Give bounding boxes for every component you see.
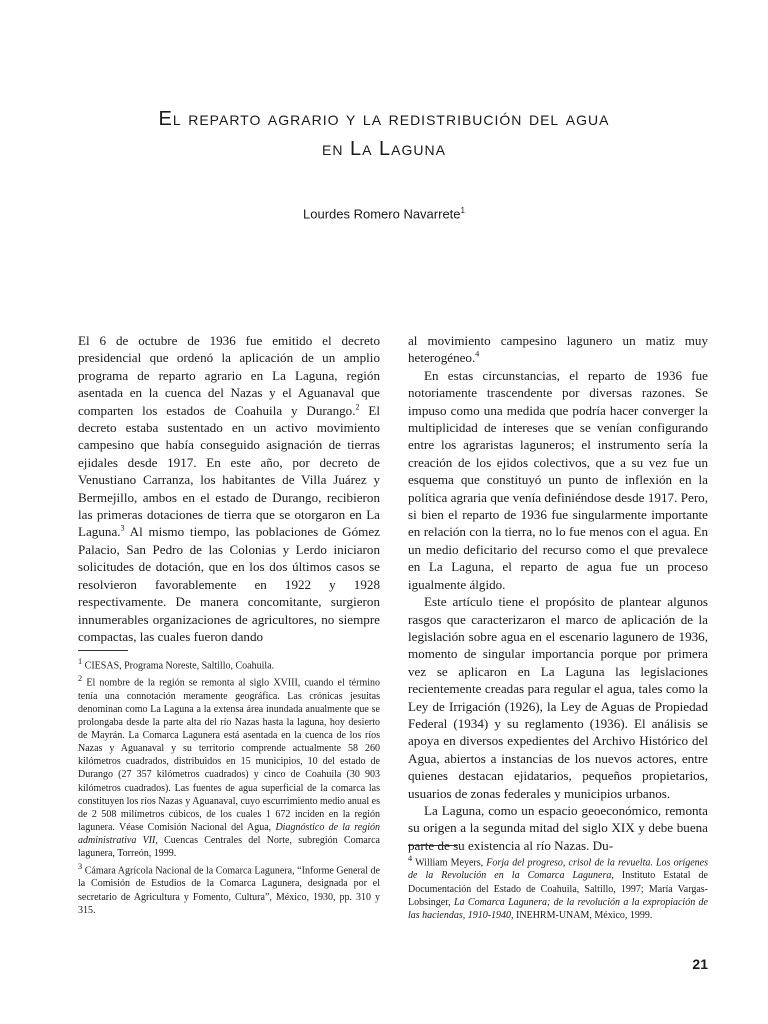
author-byline <box>0 206 768 221</box>
footnote-number: 2 <box>78 674 83 684</box>
paragraph <box>78 332 380 645</box>
footnote-title: Diagnóstico de la región administrativa VII, <box>78 821 380 846</box>
footnote <box>78 655 380 672</box>
author-name: Lourdes Romero Navarrete <box>303 206 461 222</box>
author-footnote-ref: 1 <box>460 206 465 215</box>
footnotes-left <box>78 655 380 917</box>
title-line-1: El reparto agrario y la redistribución del agua <box>158 108 610 130</box>
footnote-text: INEHRM-UNAM, México, 1999. <box>513 909 653 921</box>
footnote <box>78 672 380 860</box>
body-column-right <box>408 332 708 854</box>
article-title <box>0 104 768 164</box>
footnote <box>408 852 708 922</box>
title-line-2: en La Laguna <box>322 138 446 160</box>
text-span: El decreto estaba sustentado en un activo movimiento campesino que había conseguido asignación de tierras ejidales desde 1917. En este año, por decreto de Venustiano Carranza, los habitantes de Villa Juárez y Bermejillo, ambos en el estado de Durango, recibieron las primeras dotaciones de tierra que se otorgaron en La Laguna. <box>78 402 380 540</box>
footnote-number: 1 <box>78 657 83 666</box>
footnotes-right <box>408 852 708 922</box>
text-span: El 6 de octubre de 1936 fue emitido el decreto presidencial que ordenó la aplicación de un amplio programa de reparto agrario en La Laguna, región asentada en la cuenca del Nazas y el Aguanaval que comparten los estados de Coahuila y Durango. <box>78 333 380 418</box>
footnote-text: El nombre de la región se remonta al siglo XVIII, cuando el término tenía una connotación meramente geográfica. Las crónicas jesuitas denominan como La Laguna a la extensa área inundada anualmente que se prolongaba desde la parte alta del río Nazas hasta la laguna, hoy desierto de Mayrán. La Comarca Lagunera está asentada en la cuenca de los ríos Nazas y Aguanaval y su territorio comprende actualmente 58 260 kilómetros cuadrados, distribuidos en 15 municipios, 10 del estado de Durango (27 357 kilómetros cuadrados) y cinco de Coahuila (30 903 kilómetros cuadrados). Las fuentes de agua superficial de la comarca las constituyen los ríos Nazas y Aguanaval, cuyo escurrimiento medio anual es de 2 508 milímetros cúbicos, de los cuales 1 672 inciden en la región lagunera. Véase Comisión Nacional del Agua, <box>78 677 381 833</box>
paragraph: La Laguna, como un espacio geoeconómico, remonta su origen a la segunda mitad del siglo XIX y debe buena parte de su existencia al río Nazas. Du- <box>408 802 708 853</box>
footnote-text: Instituto Estatal de Documentación del Estado de Coahuila, Saltillo, 1997; María Vargas-Lobsinger, <box>408 870 708 908</box>
page-number: 21 <box>692 956 708 972</box>
footnote-number: 4 <box>408 854 413 863</box>
footnote-ref: 4 <box>475 350 480 360</box>
footnote-title: La Comarca Lagunera; de la revolución a la expropiación de las haciendas, 1910-1940, <box>408 896 708 921</box>
footnote-ref: 2 <box>355 402 360 412</box>
footnote-divider <box>408 845 458 846</box>
footnote <box>78 860 380 917</box>
footnote-title: Forja del progreso, crisol de la revuelta. Los orígenes de la Revolución en la Comarca Lagunera, <box>408 857 709 882</box>
footnote-ref: 3 <box>120 524 125 534</box>
body-column-left <box>78 332 380 645</box>
footnote-text: CIESAS, Programa Noreste, Saltillo, Coahuila. <box>84 660 275 672</box>
paragraph: En estas circunstancias, el reparto de 1936 fue notoriamente trascendente por diversas razones. Se impuso como una medida que podría hacer converger la multiplicidad de intereses que se venían configurando entre los agraristas laguneros; el instrumento sería la creación de los ejidos colectivos, que a su vez fue un esquema que constituyó un punto de inflexión en la política agraria que venía definiéndose desde 1917. Pero, si bien el reparto de 1936 fue singularmente importante en relación con la tierra, no lo fue menos con el agua. En un medio deficitario del recurso como el que prevalece en La Laguna, el reparto de agua fue un proceso igualmente álgido. <box>408 367 708 592</box>
paragraph: Este artículo tiene el propósito de plantear algunos rasgos que caracterizaron el marco de aplicación de la legislación sobre agua en el escenario lagunero de 1936, momento de singular importancia porque por primera vez se aplicaron en La Laguna las legislaciones recientemente creadas para regular el agua, tales como la Ley de Irrigación (1926), la Ley de Aguas de Propiedad Federal (1934) y su reglamento (1936). El análisis se apoya en diversos expedientes del Archivo Histórico del Agua, abiertos a instancias de los nuevos actores, entre quienes destacan ejidatarios, pequeños propietarios, usuarios de zonas federales y municipios urbanos. <box>408 594 708 801</box>
text-span: Al mismo tiempo, las poblaciones de Gómez Palacio, San Pedro de las Colonias y Lerdo iniciaron solicitudes de dotación, que en los dos últimos casos se resolvieron favorablemente en 1922 y 1928 respectivamente. De manera concomitante, surgieron innumerables organizaciones de agricultores, no siempre compactas, las cuales fueron dando <box>78 524 380 644</box>
paragraph <box>408 332 708 367</box>
footnote-number: 3 <box>78 862 83 872</box>
footnote-text: William Meyers, <box>415 857 487 869</box>
footnote-text: Cuencas Centrales del Norte, subregión Comarca lagunera, Torreón, 1999. <box>78 834 380 859</box>
footnote-divider <box>78 650 128 651</box>
footnote-text: Cámara Agrícola Nacional de la Comarca Lagunera, “Informe General de la Comisión de Estudios de la Comarca Lagunera, designada por el secretario de Agricultura y Fomento, Cultura”, México, 1930, pp. 310 y 315. <box>78 865 380 916</box>
text-span: al movimiento campesino lagunero un matiz muy heterogéneo. <box>408 333 708 366</box>
